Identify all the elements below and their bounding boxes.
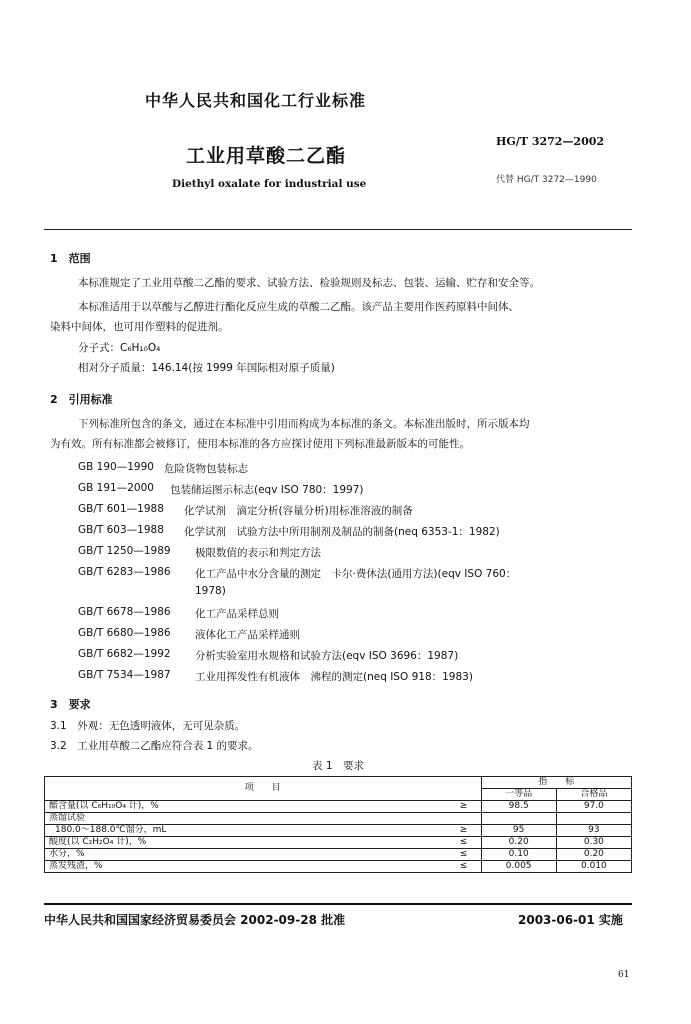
ref-title: 工业用挥发性有机液体 沸程的测定(neq ISO 918：1983): [195, 671, 473, 683]
issuing-organization: 中华人民共和国化工行业标准: [145, 91, 367, 110]
ref-title-cont: 1978): [195, 585, 226, 597]
row-first: 0.10: [481, 849, 556, 861]
requirement-3-1: 3.1 外观：无色透明液体，无可见杂质。: [50, 720, 246, 732]
table-caption: 表 1 要求: [312, 760, 365, 772]
header-first-grade: 一等品: [481, 789, 556, 801]
approval-statement: 中华人民共和国国家经济贸易委员会 2002-09-28 批准: [44, 913, 346, 927]
section-1-paragraph-2: 本标准适用于以草酸与乙醇进行酯化反应生成的草酸二乙酯。该产品主要用作医药原料中间体、: [78, 301, 519, 313]
molecular-formula: 分子式：C₆H₁₀O₄: [78, 342, 161, 354]
ref-code: GB/T 6678—1986: [78, 606, 171, 618]
row-qualified: 97.0: [556, 801, 631, 813]
requirements-table: [44, 776, 632, 873]
section-1-paragraph-2-cont: 染料中间体，也可用作塑料的促进剂。: [50, 321, 229, 333]
section-2-heading: 2 引用标准: [50, 393, 113, 406]
molecular-mass: 相对分子质量：146.14(按 1999 年国际相对原子质量): [78, 362, 335, 374]
ref-code: GB/T 601—1988: [78, 503, 164, 515]
ref-code: GB 191—2000: [78, 482, 154, 494]
row-item: 水分，%: [45, 849, 447, 861]
document-subtitle-english: Diethyl oxalate for industrial use: [172, 178, 367, 190]
table-header-row: [45, 777, 632, 789]
ref-code: GB/T 1250—1989: [78, 545, 171, 557]
row-first: [481, 813, 556, 825]
section-1-paragraph-1: 本标准规定了工业用草酸二乙酯的要求、试验方法、检验规则及标志、包装、运输、贮存和安全等。: [78, 277, 540, 289]
header-qualified: 合格品: [556, 789, 631, 801]
ref-title: 化工产品中水分含量的测定 卡尔·费休法(通用方法)(eqv ISO 760：: [195, 568, 517, 580]
section-3-heading: 3 要求: [50, 698, 91, 711]
row-qualified: 0.30: [556, 837, 631, 849]
ref-title: 液体化工产品采样通则: [195, 629, 300, 641]
page-number: 61: [618, 970, 630, 980]
row-unit: ≤: [447, 861, 482, 873]
header-index: 指 标: [481, 777, 631, 789]
table-row: [45, 849, 632, 861]
section-2-paragraph-1: 下列标准所包含的条文，通过在本标准中引用而构成为本标准的条文。本标准出版时，所示版本均: [78, 418, 530, 430]
ref-title: 化学试剂 滴定分析(容量分析)用标准溶液的制备: [184, 505, 413, 517]
ref-title: 化学试剂 试验方法中所用制剂及制品的制备(neq 6353-1：1982): [184, 526, 500, 538]
table-row: [45, 825, 632, 837]
row-item: 酯含量(以 C₆H₁₀O₄ 计)，%: [45, 801, 447, 813]
row-qualified: 0.20: [556, 849, 631, 861]
ref-code: GB/T 603—1988: [78, 524, 164, 536]
row-unit: ≤: [447, 849, 482, 861]
row-unit: ≥: [447, 801, 482, 813]
header-divider: [44, 229, 632, 230]
row-qualified: [556, 813, 631, 825]
row-unit: ≤: [447, 837, 482, 849]
ref-code: GB/T 7534—1987: [78, 669, 171, 681]
row-item: 180.0～188.0℃馏分，mL: [45, 825, 447, 837]
ref-code: GB/T 6680—1986: [78, 627, 171, 639]
standard-number: HG/T 3272—2002: [496, 135, 605, 148]
ref-title: 危险货物包装标志: [164, 463, 248, 475]
ref-title: 包装储运图示标志(eqv ISO 780：1997): [170, 484, 364, 496]
row-item: 蒸馏试验: [45, 813, 447, 825]
row-first: 95: [481, 825, 556, 837]
table-row: [45, 837, 632, 849]
table-row: [45, 801, 632, 813]
row-item: 蒸发残渣，%: [45, 861, 447, 873]
section-2-paragraph-1-cont: 为有效。所有标准都会被修订，使用本标准的各方应探讨使用下列标准最新版本的可能性。: [50, 438, 470, 450]
ref-code: GB 190—1990: [78, 461, 154, 473]
row-unit: [447, 813, 482, 825]
ref-title: 极限数值的表示和判定方法: [195, 547, 321, 559]
table-row: [45, 813, 632, 825]
row-unit: ≥: [447, 825, 482, 837]
header-item: 项 目: [45, 777, 482, 801]
footer-divider: [44, 903, 632, 905]
ref-title: 化工产品采样总则: [195, 608, 279, 620]
ref-title: 分析实验室用水规格和试验方法(eqv ISO 3696：1987): [195, 650, 459, 662]
ref-code: GB/T 6682—1992: [78, 648, 171, 660]
implementation-date: 2003-06-01 实施: [518, 913, 623, 927]
section-1-heading: 1 范围: [50, 252, 91, 265]
document-title: 工业用草酸二乙酯: [186, 145, 347, 167]
ref-code: GB/T 6283—1986: [78, 566, 171, 578]
row-qualified: 93: [556, 825, 631, 837]
row-qualified: 0.010: [556, 861, 631, 873]
requirement-3-2: 3.2 工业用草酸二乙酯应符合表 1 的要求。: [50, 740, 259, 752]
row-item: 酸度(以 C₂H₂O₄ 计)，%: [45, 837, 447, 849]
table-row: [45, 861, 632, 873]
row-first: 0.20: [481, 837, 556, 849]
replaces-standard: 代替 HG/T 3272—1990: [496, 175, 597, 185]
row-first: 98.5: [481, 801, 556, 813]
row-first: 0.005: [481, 861, 556, 873]
